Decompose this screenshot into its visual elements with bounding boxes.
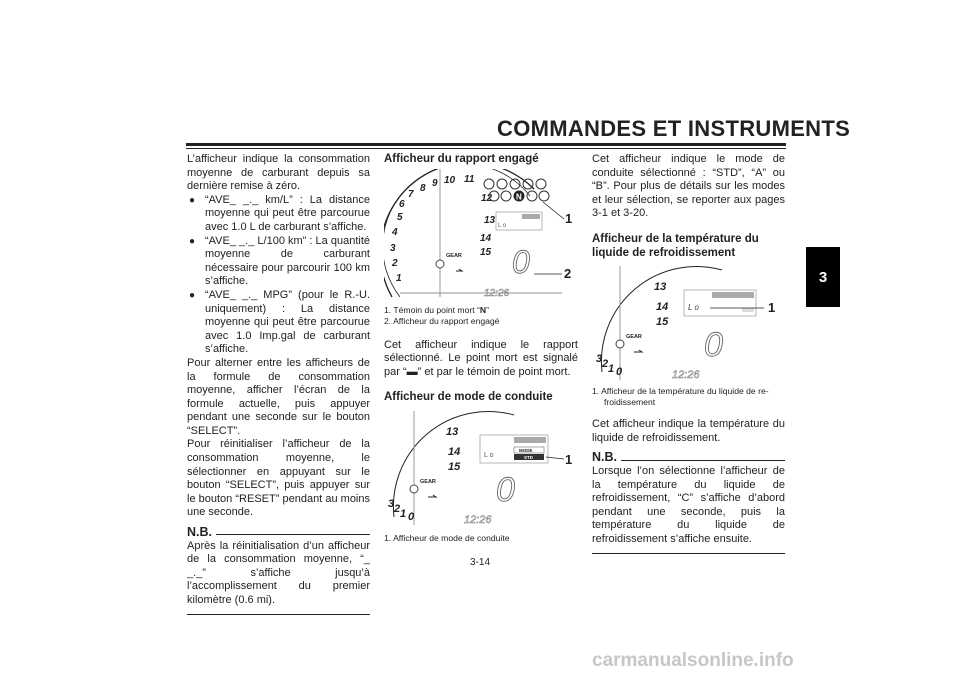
tach-tick: 15: [448, 460, 461, 473]
figure-coolant-temp: [592, 264, 785, 382]
chapter-tab: 3: [806, 247, 840, 307]
column-1: [187, 153, 370, 615]
tach-tick: 11: [464, 173, 475, 185]
tach-tick: 1: [608, 363, 615, 376]
gear-label: GEAR: [626, 334, 642, 341]
bullet-item: ● “AVE_ _._ km/L” : La distance moyenne qui peut être parcourue avec 1.0 L de carburant s’affiche.: [189, 193, 370, 233]
intro-paragraph: L’afficheur indique la consommation moyenne de carburant depuis sa dernière remise à zéro.: [187, 153, 370, 193]
tach-tick: 13: [484, 214, 496, 226]
tach-tick: 2: [602, 358, 609, 371]
page-header-title: COMMANDES ET INSTRUMENTS: [497, 116, 851, 141]
tach-tick: 13: [654, 281, 667, 294]
header-rule-thin: [186, 148, 786, 149]
mode-label: MODE: [519, 447, 533, 453]
tach-tick: 2: [392, 257, 398, 269]
tach-tick: 14: [480, 232, 492, 244]
paragraph-gear: Cet afficheur indique le rapport sélectionné. Le point mort est signalé par “▬” et par le témoin de point mort.: [384, 338, 578, 378]
tach-tick: 10: [444, 174, 456, 186]
gear-label: GEAR: [420, 478, 436, 485]
neutral-dash-icon: ▬: [406, 365, 418, 378]
tach-tick: 14: [448, 445, 461, 458]
column-2: [384, 153, 578, 544]
bullet-dot-icon: ●: [189, 289, 196, 301]
tach-tick: 15: [480, 246, 492, 258]
tach-tick: 1: [400, 507, 407, 520]
tach-tick: 4: [392, 226, 398, 238]
bullet-item: ● “AVE_ _._ L/100 km” : La quantité moyenne de carburant nécessaire pour parcourir 100 km s’affiche.: [189, 234, 370, 288]
tach-tick: 9: [432, 177, 438, 189]
note-end-rule: [187, 614, 370, 615]
note-end-rule: [592, 553, 785, 554]
tach-tick: 3: [596, 353, 603, 366]
tach-tick: 2: [394, 502, 401, 515]
gear-label: GEAR: [446, 252, 462, 259]
svg-text:0: 0: [704, 326, 723, 365]
caption-gear-display: 2. Afficheur du rapport engagé: [384, 315, 500, 326]
tach-tick: 13: [446, 425, 459, 438]
bullet-dot-icon: ●: [189, 235, 196, 247]
tach-tick: 3: [388, 497, 395, 510]
tach-tick: 1: [396, 272, 402, 284]
svg-text:0: 0: [512, 243, 530, 280]
page-number: 3-14: [470, 557, 491, 568]
neutral-letter: N: [516, 192, 522, 202]
callout-2: 2: [564, 265, 572, 281]
lcd-clock: 12:26: [464, 513, 492, 526]
lcd-lo-text: L o: [688, 303, 699, 313]
header-rule-thick: [186, 143, 786, 146]
tach-tick: 6: [399, 198, 405, 210]
tach-tick: 3: [390, 242, 396, 254]
lcd-clock: 12:26: [484, 287, 510, 299]
callout-1: 1: [565, 210, 573, 226]
neutral-symbol-icon: N: [479, 304, 487, 315]
tach-tick: 5: [397, 211, 403, 223]
tach-tick: 12: [481, 192, 493, 204]
caption-coolant-temp-cont: froidissement: [604, 397, 656, 408]
caption-drive-mode: 1. Afficheur de mode de conduite: [384, 532, 510, 543]
tach-tick: 8: [420, 182, 426, 194]
paragraph-select: Pour alterner entre les afficheurs de la formule de consommation moyenne, afficher l’écran de la formule actuelle, puis appuyer pendant une seconde sur le bouton “SELECT”.: [187, 356, 370, 437]
note-header: N.B.: [187, 526, 370, 540]
bullet-item: ● “AVE_ _._ MPG” (pour le R.-U. uniquement) : La distance moyenne qui peut être parcourue avec 1.0 Imp.gal de carburant s’affiche.: [189, 288, 370, 356]
caption-neutral-light: 1. Témoin du point mort “N”: [384, 304, 489, 315]
lcd-lo-text: L o: [484, 451, 494, 459]
tach-tick: 15: [656, 316, 669, 329]
mode-std-label: STD: [524, 454, 533, 460]
callout-1: 1: [768, 300, 776, 316]
tach-tick: 0: [616, 366, 623, 379]
paragraph-drive-mode: Cet afficheur indique le mode de conduite sélectionné : “STD”, “A” ou “B”. Pour plus de détails sur les modes et leur sélection, se reporter aux pages 3-1 et 3-20.: [592, 153, 785, 220]
heading-drive-mode: Afficheur de mode de conduite: [384, 391, 553, 404]
heading-coolant-temp: Afficheur de la température du liquide de refroidissement: [592, 232, 759, 259]
caption-coolant-temp: 1. Afficheur de la température du liquide de re-: [592, 386, 769, 397]
bullet-dot-icon: ●: [189, 194, 196, 206]
tach-tick: 14: [656, 301, 669, 314]
lcd-clock: 12:26: [672, 369, 700, 382]
callout-1: 1: [565, 451, 573, 467]
figure-drive-mode: [384, 409, 578, 527]
svg-text:0: 0: [496, 470, 515, 509]
tach-tick: 7: [408, 188, 414, 200]
column-3: [592, 153, 785, 554]
note-text: Lorsque l’on sélectionne l’afficheur de la température du liquide de refroidissement, “C” s’affiche d’abord pendant une seconde, puis la température du liquide de refroidissement s’affiche ensuite.: [592, 464, 785, 545]
paragraph-reset: Pour réinitialiser l’afficheur de la consommation moyenne, le sélectionner en appuyant sur le bouton “SELECT”, puis appuyer sur le bouton “RESET” pendant au moins une seconde.: [187, 438, 370, 519]
tach-tick: 0: [408, 510, 415, 523]
lcd-lo-text: L o: [498, 222, 507, 229]
heading-gear-display: Afficheur du rapport engagé: [384, 153, 539, 165]
figure-gear-display: [384, 169, 578, 299]
note-text: Après la réinitialisation d’un afficheur de la consommation moyenne, “_ _._” s’affiche jusqu’à l’accomplissement du premier kilomètre (0.6 mi).: [187, 539, 370, 606]
watermark: carmanualsonline.info: [592, 650, 794, 671]
paragraph-coolant-temp: Cet afficheur indique la température du liquide de refroidissement.: [592, 418, 785, 444]
note-header: N.B.: [592, 451, 785, 465]
